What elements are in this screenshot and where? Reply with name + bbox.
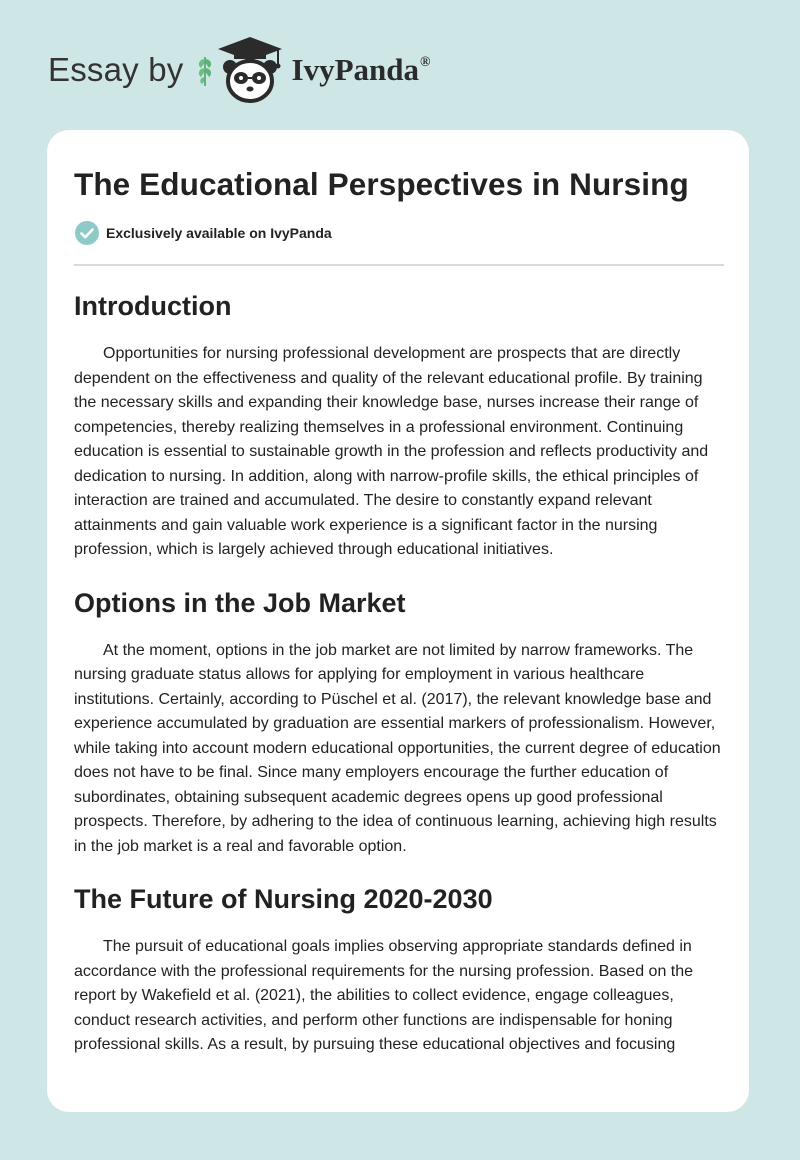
essay-card [47, 130, 749, 1112]
section-paragraph-future-of-nursing: The pursuit of educational goals implies observing appropriate standards defined in accordance with the professional requirements for the nursing profession. Based on the report by Wakefield et al. (2021), the abilities to collect evidence, engage colleagues, conduct research activities, and perform other functions are indispensable for honing professional skills. As a result, by pursuing these educational objectives and focusing [74, 938, 694, 1053]
registered-mark: ® [419, 55, 431, 70]
availability-badge [74, 220, 724, 246]
brand-name[interactable]: IvyPanda® [291, 52, 431, 87]
section-heading-job-market: Options in the Job Market [74, 587, 406, 618]
section-heading-future-of-nursing: The Future of Nursing 2020-2030 [74, 884, 493, 914]
section-paragraph-job-market: At the moment, options in the job market are not limited by narrow frameworks. The nursing graduate status allows for applying for employment in various healthcare institutions. Certainly, according to Püschel et al. (2017), the relevant knowledge base and experience accumulated by graduation are essential markers of professionalism. However, while taking into account modern educational opportunities, the current degree of education does not have to be final. Since many employers encourage the further education of subordinates, obtaining subsequent academic degrees opens up good professional prospects. Therefore, by adhering to the idea of continuous learning, achieving high results in the job market is a real and favorable option. [74, 641, 721, 855]
panda-logo-icon [212, 33, 288, 107]
check-circle-icon [74, 220, 100, 246]
page-title: The Educational Perspectives in Nursing [74, 166, 689, 202]
section-paragraph-introduction: Opportunities for nursing professional development are prospects that are directly dependent on the effectiveness and quality of the relevant educational profile. By training the necessary skills and expanding their knowledge base, nurses increase their range of competencies, thereby realizing themselves in a professional environment. Continuing education is essential to sustainable growth in the profession and reflects productivity and dedication to nursing. In addition, along with narrow-profile skills, the ethical principles of interaction are trained and accumulated. The desire to constantly expand relevant attainments and gain valuable work experience is a significant factor in the nursing profession, which is largely achieved through educational initiatives. [74, 345, 709, 558]
divider [74, 264, 724, 266]
site-header [48, 30, 430, 110]
essay-by-label: Essay by [48, 51, 184, 88]
availability-text: Exclusively available on IvyPanda [106, 225, 332, 241]
section-heading-introduction: Introduction [74, 291, 232, 321]
essay-content [74, 162, 724, 1058]
